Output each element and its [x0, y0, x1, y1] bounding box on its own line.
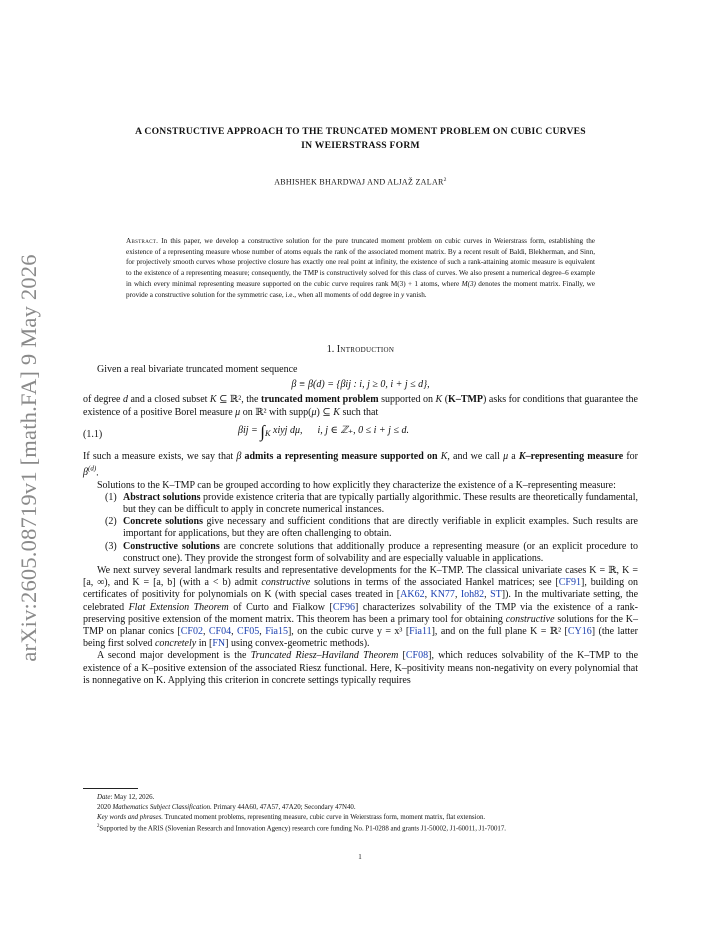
footnote-keywords [83, 813, 638, 823]
title-line-1: A CONSTRUCTIVE APPROACH TO THE TRUNCATED MOMENT PROBLEM ON CUBIC CURVES [135, 126, 586, 137]
p6-text-c: ], which reduces solvability of the K–TMP to the existence of a K–positive extension of the associated Riesz functional. Here, K–positivity means non-negativity on every polynomial that is nonnegative on K. Applying this criterion in concrete settings typically requires [83, 650, 639, 686]
p5-text-h: ], on the cubic curve y = x³ [ [287, 625, 410, 637]
msc-label: Mathematics Subject Classification. [112, 803, 212, 811]
p5-text-g: solutions for the K–TMP on planar conics [ [83, 613, 639, 637]
equation-label: (1.1) [83, 428, 103, 440]
eq-rhs: xiyj dμ, [273, 424, 303, 436]
section-number: 1. [326, 344, 335, 355]
abstract-text-3: denotes the moment matrix. Finally, we provide a constructive solution for the symmetric case, i.e., when all moments of odd degree in [126, 279, 595, 299]
main-text [83, 364, 638, 687]
p2-mu: μ [235, 406, 241, 418]
paragraph-1: Given a real bivariate truncated moment sequence [97, 364, 298, 375]
citation-link[interactable]: KN77 [430, 589, 455, 601]
list-item-number: (3) [105, 540, 117, 552]
abstract-text-2: atoms, where [418, 279, 462, 288]
authors [83, 177, 638, 187]
list-item-bold: Abstract solutions [123, 491, 201, 503]
p3-text-g: . [96, 467, 99, 479]
list-item [105, 541, 638, 565]
citation-link[interactable]: CF91 [558, 577, 581, 589]
citation-link[interactable]: Fia15 [265, 625, 288, 637]
title-line-2: IN WEIERSTRASS FORM [301, 140, 420, 151]
equation-beta [83, 379, 638, 391]
solutions-list [105, 492, 638, 565]
footnotes [83, 793, 638, 834]
p3-text-a: If such a measure exists, we say that [83, 450, 237, 462]
paragraph-4: Solutions to the K–TMP can be grouped according to how explicitly they characterize the existence of a K–representing measure: [97, 479, 616, 491]
citation-link[interactable]: ST [490, 589, 502, 601]
abstract-m3: M(3) [461, 279, 476, 288]
p3-bold-rep: –representing measure [525, 450, 624, 462]
equation-1-1 [83, 421, 638, 449]
abstract-text-1: In this paper, we develop a constructive solution for the pure truncated moment problem on cubic curves in Weierstrass form, establishing the existence of a representing measure whose number of atoms equals the rank of the associated moment matrix. By a recent result of Baldi, Blekherman, and Sinn, for projectively smooth curves whose projective closure has exactly one real point at infinity, the existence of such a rank-attaining atomic measure is equivalent to the existence of a representing measure; consequently, the TMP is constructively solved for this class of curves. We also present a numerical degree–6 example in which every minimal representing measure supported on the cubic curve requires [126, 237, 595, 288]
p6-riesz-haviland: Truncated Riesz–Haviland Theorem [250, 650, 399, 662]
p2-text-e: ( [442, 394, 449, 406]
p2-text-b: and a closed subset [127, 394, 210, 406]
p3-k-bold: K [518, 450, 526, 462]
section-title: Introduction [336, 344, 395, 355]
list-item-number: (2) [105, 516, 117, 528]
list-item-bold: Constructive solutions [123, 540, 220, 552]
p5-flat-extension: Flat Extension Theorem [128, 601, 229, 613]
footnote-support [83, 822, 638, 834]
p2-d: d [122, 394, 128, 406]
citation-link[interactable]: CF02 [180, 625, 203, 637]
abstract [126, 236, 595, 300]
citation-link[interactable]: CF08 [405, 650, 429, 662]
p5-text-k: in [ [196, 638, 213, 650]
keywords-value: Truncated moment problems, representing measure, cubic curve in Weierstrass form, moment matrix, flat extension. [162, 813, 486, 821]
equation-beta-text: β ≡ β(d) = {βij : i, j ≥ 0, i + j ≤ d}, [291, 379, 430, 391]
citation-link[interactable]: CY16 [567, 625, 592, 637]
p5-constructive: constructive [261, 577, 311, 589]
p2-k-2: K [435, 394, 443, 406]
paragraph-2 [83, 394, 638, 418]
p5-text-e: of Curto and Fialkow [ [228, 601, 333, 613]
p3-text-f: for [623, 450, 639, 462]
p6-text-b: [ [398, 650, 406, 662]
list-item-text: are concrete solutions that additionally produce a representing measure (or an explicit procedure to construct one). They provide the strongest form of solvability and are especially valuable in applications. [123, 540, 638, 564]
msc-value: Primary 44A60, 47A57, 47A20; Secondary 47N40. [211, 803, 356, 811]
date-label: Date [97, 794, 111, 801]
p6-text-a: A second major development is the [97, 650, 251, 662]
abstract-text-4: vanish. [404, 290, 427, 299]
list-item-number: (1) [105, 491, 117, 503]
keywords-label: Key words and phrases. [97, 813, 163, 821]
p5-text-j: ] (the latter being first solved [83, 625, 639, 650]
citation-link[interactable]: CF96 [332, 601, 356, 613]
p3-beta: β [236, 450, 242, 462]
paragraph-5: We next survey several landmark results and representative developments for the K–TMP. The classical univariate cases K = ℝ, K = [a, ∞), and K = [a, b] (with a < b) admit constructive solutions in terms of the associated Hankel matrices; see [CF91], building on certificates of positivity for polynomials on K (with special cases treated in [AK62, KN77, Ioh82, ST]). In the multivariate setting, the celebrated Flat Extension Theorem of Curto and Fialkow [CF96] characterizes solvability of the TMP via the existence of a rank-preserving positive extension of the moment matrix. This theorem has been a primary tool for obtaining constructive solutions for the K–TMP on planar conics [CF02, CF04, CF05, Fia15], on the cubic curve y = x³ [Fia11], and on the full plane K = ℝ² [CY16] (the latter being first solved concretely in [FN] using convex-geometric methods). [83, 564, 639, 650]
citation-link[interactable]: CF04 [208, 625, 232, 637]
footnote-msc [83, 803, 638, 813]
abstract-label: Abstract. [126, 237, 159, 245]
equation-moment-integral [238, 421, 409, 441]
p2-text-f: ) asks for conditions that guarantee the existence of a positive Borel measure [83, 394, 638, 418]
section-heading [83, 344, 638, 355]
p3-text-d: a [508, 450, 519, 462]
list-item-bold: Concrete solutions [123, 516, 203, 528]
p3-text-c: , and we call [447, 450, 504, 462]
support-mark: 2 [97, 824, 100, 830]
p2-tmp-bold: truncated moment problem [261, 394, 379, 406]
p5-text-f: ] characterizes solvability of the TMP via the existence of a rank-preserving positive extension of the moment matrix. This theorem has been a primary tool for obtaining [83, 601, 639, 625]
date-value: : May 12, 2026. [110, 794, 155, 801]
p2-text-a: of degree [83, 394, 123, 406]
list-item [105, 516, 638, 540]
p5-constructive-2: constructive [505, 613, 555, 625]
p5-text-i: ], and on the full plane K = ℝ² [ [431, 625, 568, 637]
p5-text-b: solutions in terms of the associated Hankel matrices; see [ [310, 577, 559, 589]
paper-title [83, 125, 638, 153]
msc-year: 2020 [97, 803, 113, 811]
abstract-rank-expr: rank M(3) + 1 [375, 279, 418, 288]
p3-bold-admits: admits a representing measure supported on [244, 450, 438, 462]
citation-link[interactable]: Fia11 [409, 625, 432, 637]
support-text: Supported by the ARIS (Slovenian Research and Innovation Agency) research core funding No. P1-0288 and grants J1-50002, J1-60011, J1-70017. [99, 825, 507, 833]
citation-link[interactable]: CF05 [237, 625, 260, 637]
arxiv-identifier: arXiv:2605.08719v1 [math.FA] 9 May 2026 [16, 254, 41, 662]
integral-sign: ∫ [260, 421, 265, 441]
list-item-text: give necessary and sufficient conditions that are directly verifiable in explicit examples. Such results are important for applications, but they are often challenging to obtain. [123, 516, 638, 540]
p2-text-d: supported on [378, 394, 436, 406]
citation-link[interactable]: Ioh82 [460, 589, 485, 601]
footnote-date [83, 793, 638, 803]
p3-k: K [440, 450, 448, 462]
p2-text-c: ⊆ ℝ², the [216, 394, 261, 406]
p2-ktmp: K–TMP [448, 394, 484, 406]
list-item-text: provide existence criteria that are typically partially algorithmic. These results are theoretically fundamental, but they can be difficult to apply in concrete numerical instances. [123, 491, 638, 515]
author-footnote-mark: 2 [443, 177, 447, 183]
integral-domain: K [264, 428, 271, 438]
p5-text-a: We next survey several landmark results and representative developments for the K–TMP. The classical univariate cases K = ℝ, K = [a, ∞), and K = [a, b] (with a < b) admit [83, 564, 638, 589]
p3-beta-d: $\beta^{(d)}$ [83, 465, 97, 479]
p2-k-3: K [333, 406, 340, 418]
p5-concretely: concretely [154, 638, 197, 650]
list-item [105, 492, 638, 516]
p5-text-d: ]). In the multivariate setting, the celebrated [83, 589, 639, 613]
footnote-rule [83, 788, 138, 789]
p5-text-l: ] using convex-geometric methods). [225, 638, 370, 650]
author-names: ABHISHEK BHARDWAJ AND ALJAŽ ZALAR [274, 177, 444, 187]
p2-text-g: on ℝ² with supp( [240, 406, 312, 418]
p2-k: K [209, 394, 217, 406]
paragraph-3 [83, 451, 638, 480]
paragraph-6 [83, 650, 638, 687]
p5-text-c: ], building on certificates of positivity for polynomials on K (with special cases treated in [ [83, 577, 638, 601]
eq-lhs: βij = [238, 424, 261, 436]
arxiv-stamp [12, 248, 46, 668]
page-number: 1 [358, 853, 362, 861]
abstract-y: y [401, 290, 405, 299]
citation-link[interactable]: FN [212, 638, 226, 650]
p2-text-i: such that [339, 406, 379, 418]
citation-link[interactable]: AK62 [400, 589, 425, 601]
p3-mu: μ [503, 450, 509, 462]
eq-condition: i, j ∈ ℤ₊, 0 ≤ i + j ≤ d. [317, 424, 409, 436]
p2-mu-2: μ [311, 406, 317, 418]
p2-text-h: ) ⊆ [316, 406, 334, 418]
